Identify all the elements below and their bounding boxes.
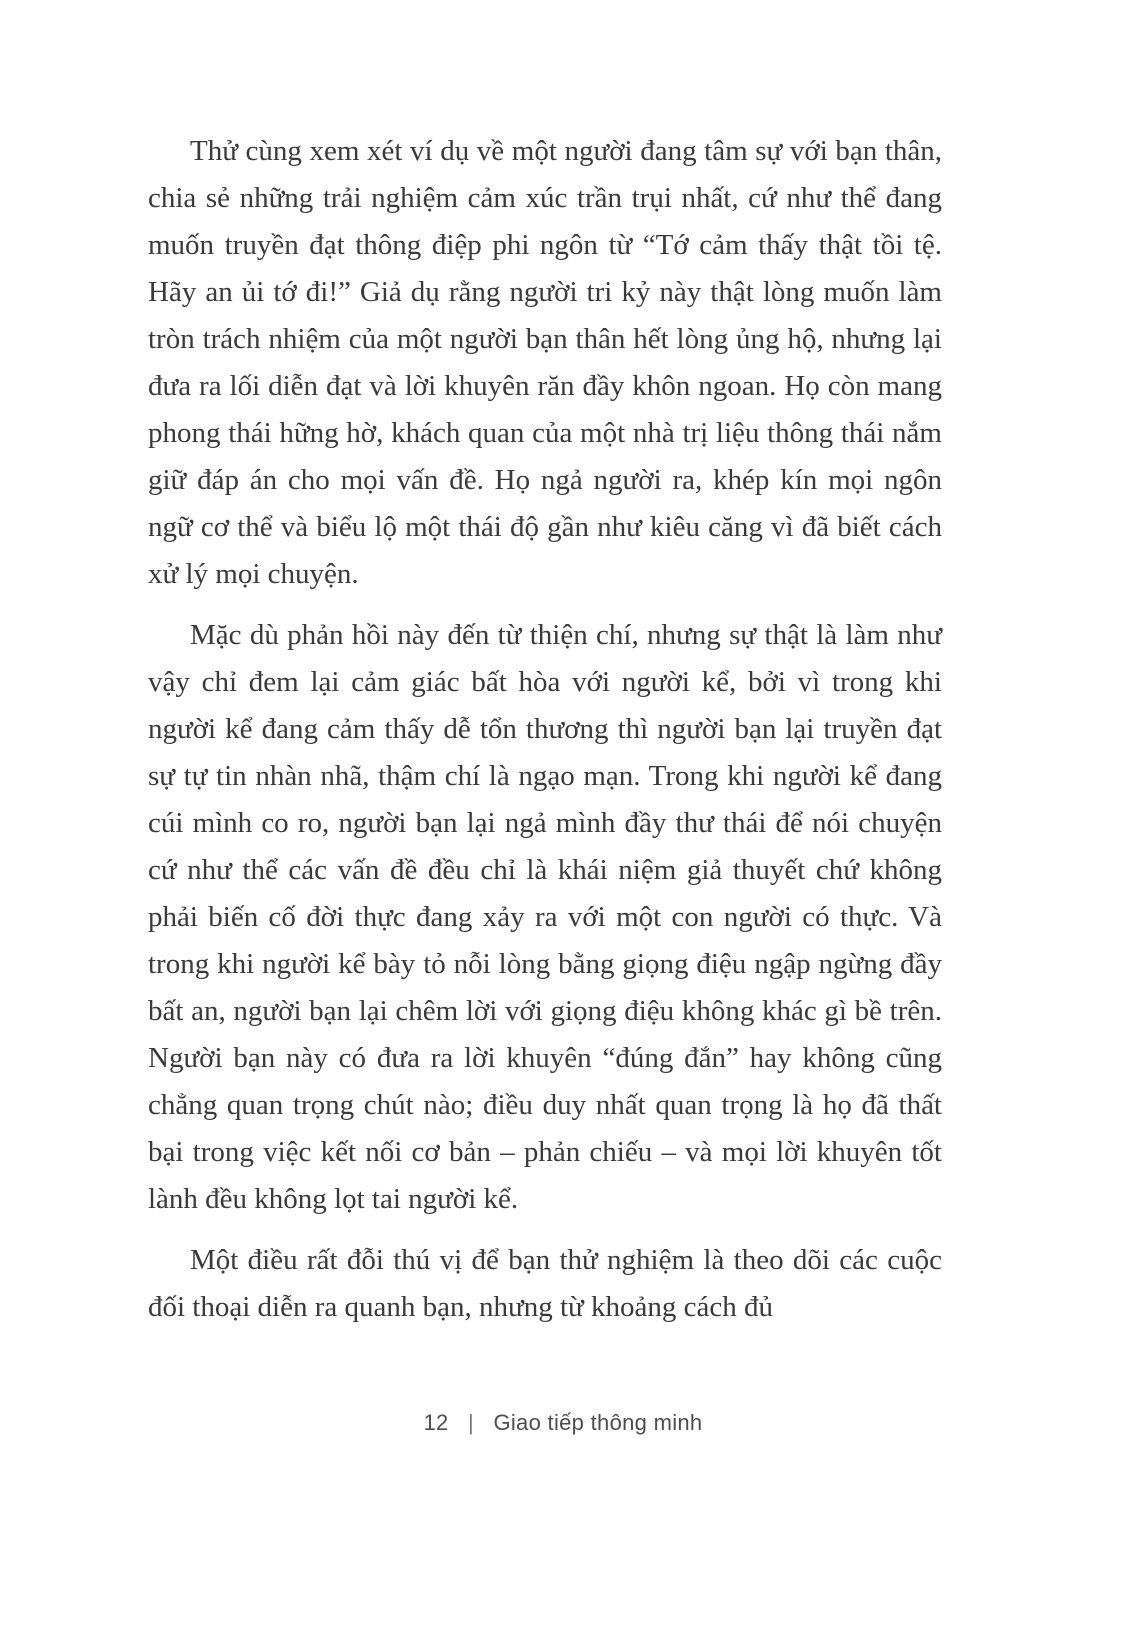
page-number: 12 — [423, 1410, 449, 1435]
body-paragraph: Mặc dù phản hồi này đến từ thiện chí, nhưng sự thật là làm như vậy chỉ đem lại cảm giác bất hòa với người kể, bởi vì trong khi người kể đang cảm thấy dễ tổn thương thì người bạn lại truyền đạt sự tự tin nhàn nhã, thậm chí là ngạo mạn. Trong khi người kể đang cúi mình co ro, người bạn lại ngả mình đầy thư thái để nói chuyện cứ như thể các vấn đề đều chỉ là khái niệm giả thuyết chứ không phải biến cố đời thực đang xảy ra với một con người có thực. Và trong khi người kể bày tỏ nỗi lòng bằng giọng điệu ngập ngừng đầy bất an, người bạn lại chêm lời với giọng điệu không khác gì bề trên. Người bạn này có đưa ra lời khuyên “đúng đắn” hay không cũng chẳng quan trọng chút nào; điều duy nhất quan trọng là họ đã thất bại trong việc kết nối cơ bản – phản chiếu – và mọi lời khuyên tốt lành đều không lọt tai người kể. — [148, 619, 942, 1215]
footer-separator: | — [468, 1410, 475, 1435]
page-text — [148, 128, 942, 1345]
book-title: Giao tiếp thông minh — [493, 1410, 703, 1435]
page-footer — [0, 1410, 1126, 1436]
body-paragraph: Một điều rất đỗi thú vị để bạn thử nghiệm là theo dõi các cuộc đối thoại diễn ra quanh bạn, nhưng từ khoảng cách đủ — [148, 1244, 942, 1323]
body-paragraph: Thử cùng xem xét ví dụ về một người đang tâm sự với bạn thân, chia sẻ những trải nghiệm cảm xúc trần trụi nhất, cứ như thể đang muốn truyền đạt thông điệp phi ngôn từ “Tớ cảm thấy thật tồi tệ. Hãy an ủi tớ đi!” Giả dụ rằng người tri kỷ này thật lòng muốn làm tròn trách nhiệm của một người bạn thân hết lòng ủng hộ, nhưng lại đưa ra lối diễn đạt và lời khuyên răn đầy khôn ngoan. Họ còn mang phong thái hững hờ, khách quan của một nhà trị liệu thông thái nắm giữ đáp án cho mọi vấn đề. Họ ngả người ra, khép kín mọi ngôn ngữ cơ thể và biểu lộ một thái độ gần như kiêu căng vì đã biết cách xử lý mọi chuyện. — [148, 135, 942, 590]
